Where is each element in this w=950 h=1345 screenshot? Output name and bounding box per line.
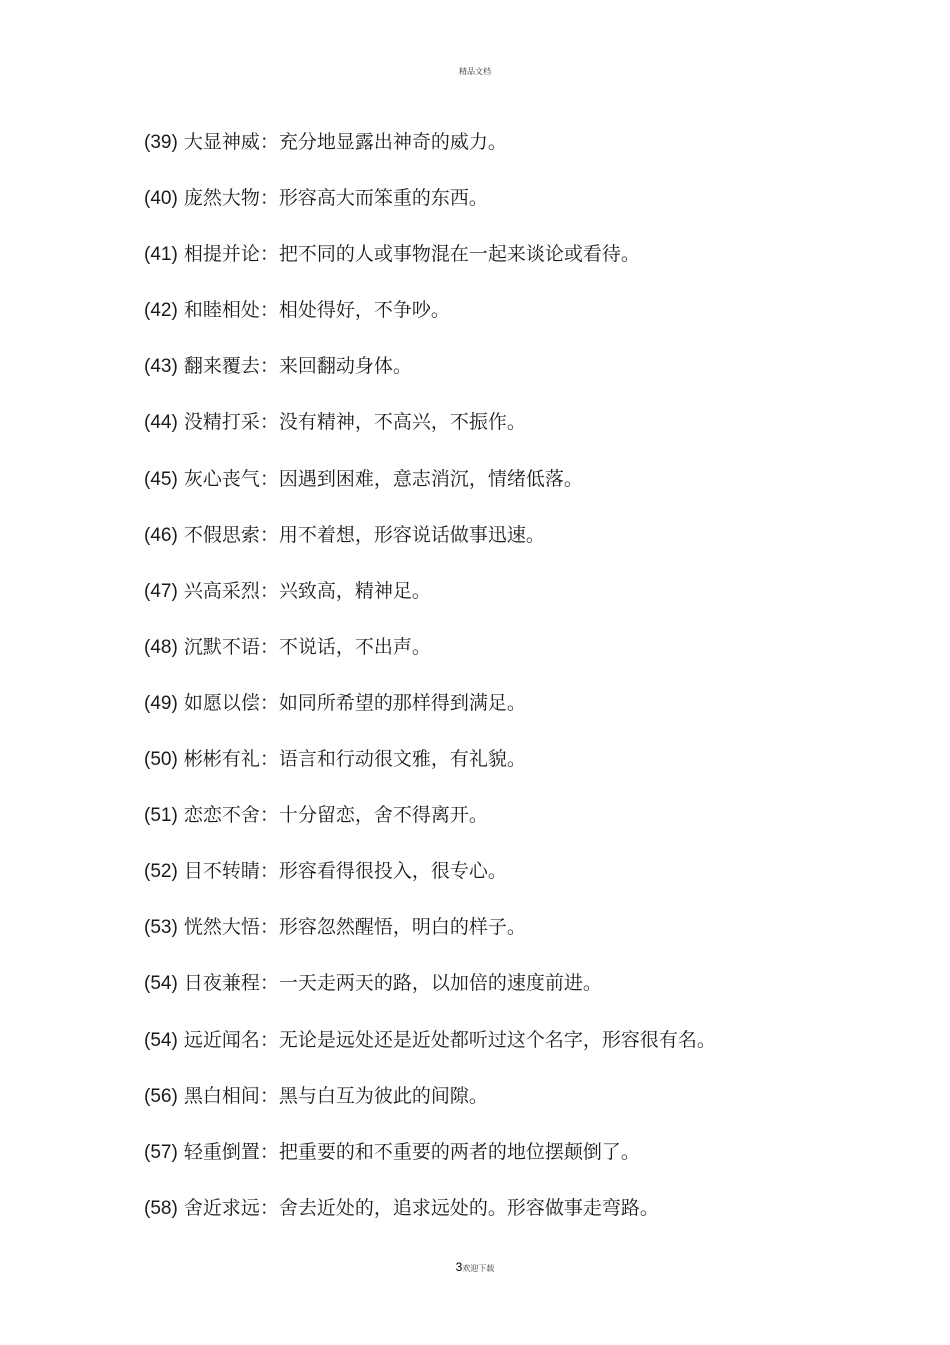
entry-number: (52) (144, 861, 178, 883)
entry-definition: 舍去近处的，追求远处的。形容做事走弯路。 (278, 1196, 659, 1219)
entry-number: (49) (144, 692, 178, 714)
list-item (144, 632, 716, 688)
entry-term: 相提并论： (183, 243, 279, 266)
list-item (144, 912, 716, 968)
footer-text: 欢迎下载 (462, 1264, 495, 1273)
entry-number: (50) (144, 749, 178, 771)
entry-definition: 把不同的人或事物混在一起来谈论或看待。 (278, 243, 640, 266)
entry-term: 黑白相间： (183, 1084, 279, 1107)
entry-definition: 因遇到困难，意志消沉，情绪低落。 (278, 467, 583, 490)
entry-number: (46) (144, 524, 178, 546)
list-item (144, 239, 716, 295)
entry-definition: 如同所希望的那样得到满足。 (278, 691, 526, 714)
entry-definition: 来回翻动身体。 (278, 355, 412, 378)
entry-number: (45) (144, 468, 178, 490)
entry-number: (53) (144, 917, 178, 939)
entry-definition: 形容忽然醒悟，明白的样子。 (278, 916, 526, 939)
entry-number: (42) (144, 300, 178, 322)
entry-number: (41) (144, 244, 178, 266)
list-item (144, 744, 716, 800)
entry-definition: 用不着想，形容说话做事迅速。 (278, 523, 545, 546)
entry-number: (58) (144, 1197, 178, 1219)
entry-number: (39) (144, 132, 178, 153)
list-item (144, 688, 716, 744)
list-item (144, 351, 716, 407)
list-item (144, 968, 716, 1024)
entry-number: (56) (144, 1085, 178, 1107)
list-item (144, 407, 716, 463)
list-item (144, 800, 716, 856)
entry-number: (57) (144, 1141, 178, 1163)
entry-term: 远近闻名： (183, 1028, 279, 1051)
entry-definition: 兴致高，精神足。 (278, 579, 431, 602)
list-item (144, 127, 716, 183)
entry-term: 没精打采： (183, 411, 279, 434)
list-item (144, 183, 716, 239)
entry-definition: 不说话，不出声。 (278, 635, 431, 658)
list-item (144, 856, 716, 912)
entry-term: 彬彬有礼： (183, 748, 279, 771)
entry-term: 不假思索： (183, 523, 279, 546)
list-item (144, 576, 716, 632)
entry-term: 沉默不语： (183, 635, 279, 658)
entry-term: 恋恋不舍： (183, 804, 279, 827)
entry-definition: 把重要的和不重要的两者的地位摆颠倒了。 (278, 1140, 640, 1163)
entry-term: 如愿以偿： (183, 691, 279, 714)
idiom-list (144, 127, 716, 1249)
entry-definition: 语言和行动很文雅，有礼貌。 (278, 748, 526, 771)
list-item (144, 1081, 716, 1137)
list-item (144, 1025, 716, 1081)
list-item (144, 295, 716, 351)
entry-number: (54) (144, 1029, 178, 1051)
entry-term: 翻来覆去： (183, 355, 279, 378)
entry-number: (43) (144, 356, 178, 378)
entry-term: 和睦相处： (183, 299, 279, 322)
entry-term: 兴高采烈： (183, 579, 279, 602)
list-item (144, 1137, 716, 1193)
list-item (144, 464, 716, 520)
entry-term: 轻重倒置： (183, 1140, 279, 1163)
entry-number: (47) (144, 580, 178, 602)
entry-definition: 一天走两天的路，以加倍的速度前进。 (278, 972, 602, 995)
entry-term: 目不转睛： (183, 860, 279, 883)
entry-term: 庞然大物： (183, 187, 279, 210)
page-number: 3 (455, 1260, 463, 1274)
entry-definition: 十分留恋，舍不得离开。 (278, 804, 488, 827)
entry-term: 恍然大悟： (183, 916, 279, 939)
page-footer (0, 1260, 950, 1274)
entry-number: (40) (144, 188, 178, 210)
entry-definition: 无论是远处还是近处都听过这个名字，形容很有名。 (278, 1028, 716, 1051)
list-item (144, 520, 716, 576)
entry-number: (48) (144, 636, 178, 658)
entry-term: 大显神威： (183, 131, 279, 153)
page-header (0, 66, 950, 77)
entry-definition: 形容看得很投入，很专心。 (278, 860, 507, 883)
entry-definition: 没有精神，不高兴，不振作。 (278, 411, 526, 434)
entry-number: (54) (144, 973, 178, 995)
entry-definition: 形容高大而笨重的东西。 (278, 187, 488, 210)
list-item (144, 1193, 716, 1249)
entry-term: 日夜兼程： (183, 972, 279, 995)
entry-term: 舍近求远： (183, 1196, 279, 1219)
header-text: 精品文档 (459, 67, 491, 76)
entry-term: 灰心丧气： (183, 467, 279, 490)
entry-definition: 相处得好，不争吵。 (278, 299, 450, 322)
entry-number: (51) (144, 805, 178, 827)
entry-definition: 黑与白互为彼此的间隙。 (278, 1084, 488, 1107)
entry-number: (44) (144, 412, 178, 434)
entry-definition: 充分地显露出神奇的威力。 (278, 131, 507, 153)
